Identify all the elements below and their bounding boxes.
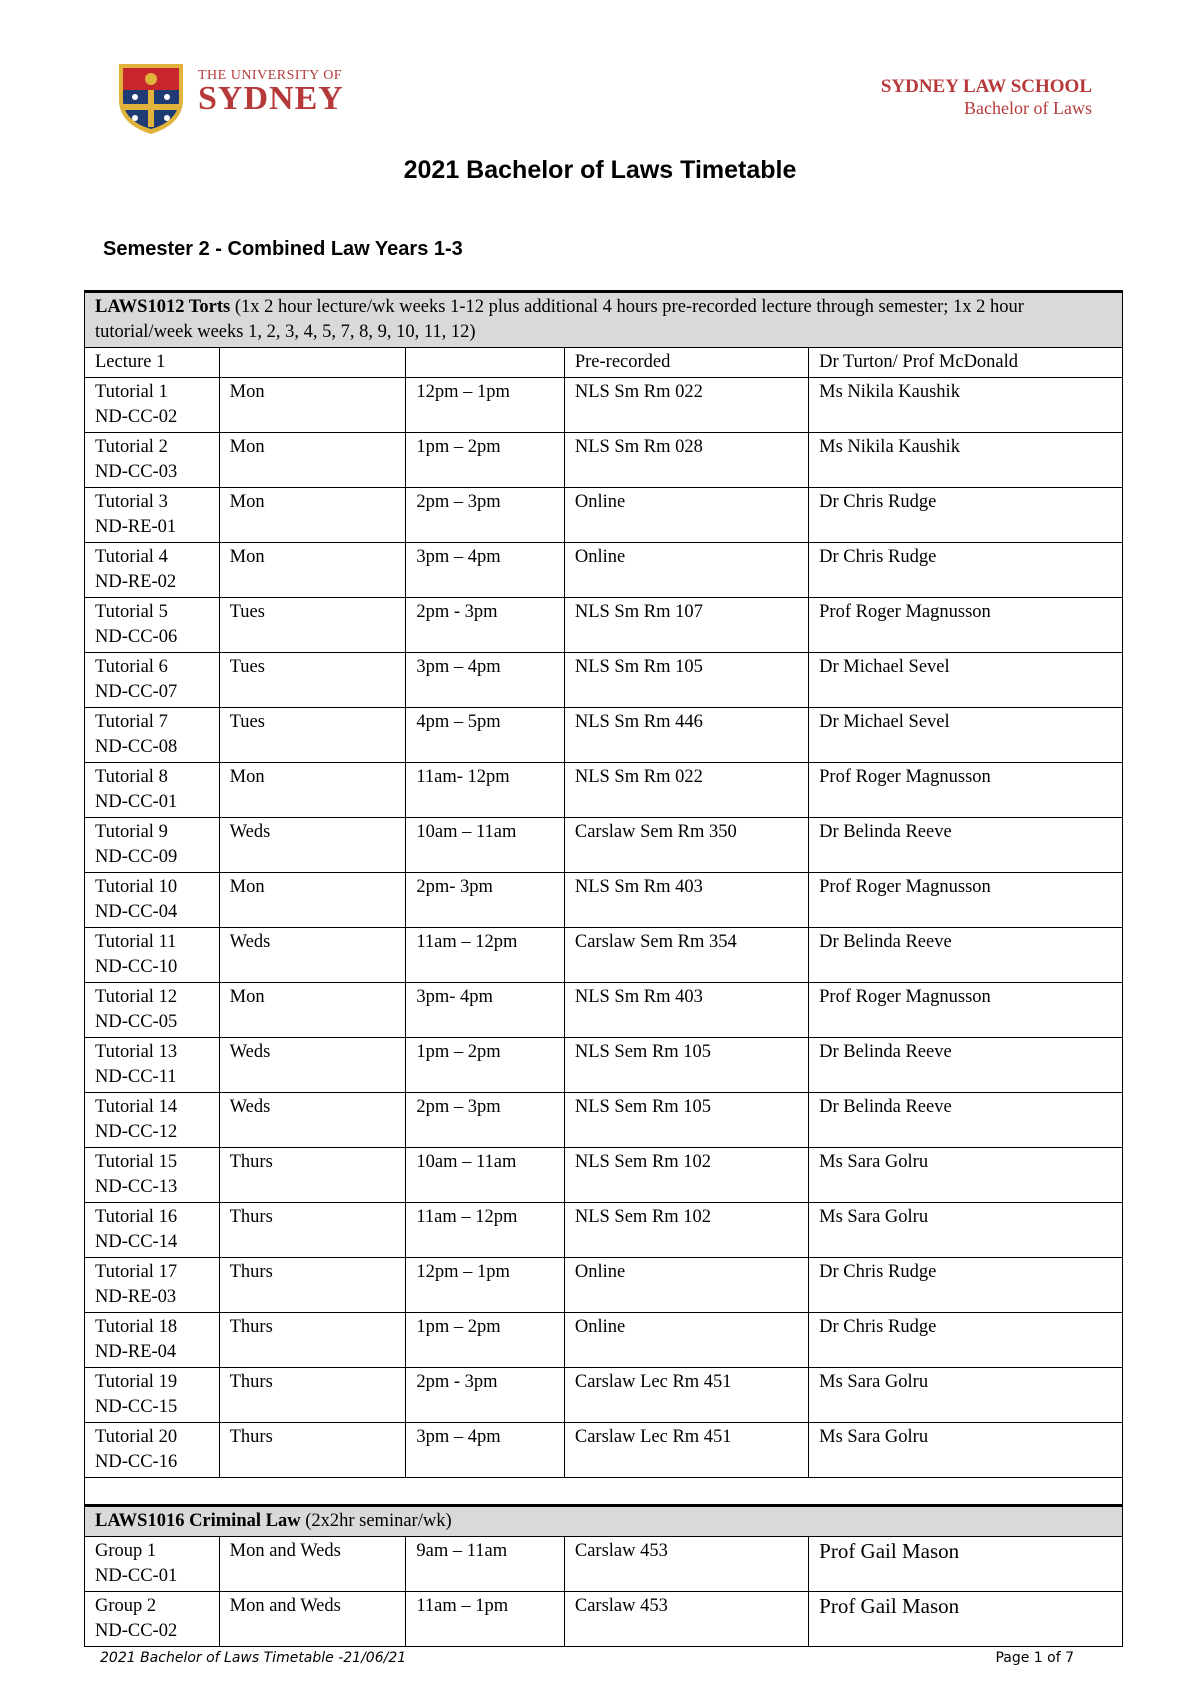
staff-cell: Dr Michael Sevel [809, 708, 1123, 763]
timetable-body [85, 292, 1123, 1647]
room-cell: Carslaw Lec Rm 451 [564, 1423, 808, 1478]
section-title: Semester 2 - Combined Law Years 1-3 [103, 238, 463, 260]
class-code: ND-CC-01 [95, 1566, 178, 1586]
table-row [85, 873, 1123, 928]
class-code: ND-CC-12 [95, 1122, 178, 1142]
course-description: (2x2hr seminar/wk) [300, 1511, 452, 1531]
staff-cell: Dr Chris Rudge [809, 543, 1123, 598]
staff-cell: Dr Belinda Reeve [809, 1093, 1123, 1148]
room-cell: Carslaw 453 [564, 1537, 808, 1592]
class-cell [85, 433, 220, 488]
class-code: ND-CC-05 [95, 1012, 178, 1032]
class-code: ND-RE-04 [95, 1342, 177, 1362]
class-code: ND-RE-02 [95, 572, 177, 592]
crest-icon [115, 62, 187, 134]
school-heading [881, 76, 1092, 119]
class-cell [85, 708, 220, 763]
class-name: Tutorial 16 [95, 1207, 178, 1227]
room-cell: Online [564, 1313, 808, 1368]
lecture-row [85, 348, 1123, 378]
spacer-row [85, 1478, 1123, 1506]
table-row [85, 1203, 1123, 1258]
table-row [85, 818, 1123, 873]
staff-cell: Ms Sara Golru [809, 1368, 1123, 1423]
room-cell: Carslaw Lec Rm 451 [564, 1368, 808, 1423]
class-cell [85, 598, 220, 653]
class-code: ND-CC-07 [95, 682, 178, 702]
time-cell: 2pm – 3pm [406, 488, 565, 543]
room-cell: NLS Sem Rm 102 [564, 1203, 808, 1258]
lecture-staff: Dr Turton/ Prof McDonald [809, 348, 1123, 378]
time-cell: 12pm – 1pm [406, 1258, 565, 1313]
staff-cell: Dr Chris Rudge [809, 1313, 1123, 1368]
class-name: Tutorial 20 [95, 1427, 178, 1447]
university-wordmark [198, 68, 344, 117]
class-cell [85, 763, 220, 818]
staff-cell: Dr Belinda Reeve [809, 1038, 1123, 1093]
table-row [85, 708, 1123, 763]
room-cell: NLS Sm Rm 022 [564, 378, 808, 433]
table-row [85, 1093, 1123, 1148]
day-cell: Weds [219, 1038, 406, 1093]
class-cell [85, 1093, 220, 1148]
staff-cell: Dr Belinda Reeve [809, 928, 1123, 983]
day-cell: Tues [219, 653, 406, 708]
class-name: Tutorial 12 [95, 987, 178, 1007]
day-cell: Mon [219, 378, 406, 433]
class-code: ND-CC-01 [95, 792, 178, 812]
table-row [85, 1537, 1123, 1592]
class-name: Tutorial 11 [95, 932, 177, 952]
staff-cell: Prof Gail Mason [809, 1537, 1123, 1592]
time-cell: 3pm – 4pm [406, 653, 565, 708]
time-cell: 2pm - 3pm [406, 1368, 565, 1423]
class-code: ND-CC-13 [95, 1177, 178, 1197]
day-cell: Thurs [219, 1203, 406, 1258]
course-header-torts [85, 292, 1123, 348]
staff-cell: Dr Chris Rudge [809, 488, 1123, 543]
class-name: Tutorial 3 [95, 492, 168, 512]
staff-cell: Ms Nikila Kaushik [809, 378, 1123, 433]
class-name: Group 2 [95, 1596, 157, 1616]
table-row [85, 1313, 1123, 1368]
time-cell: 4pm – 5pm [406, 708, 565, 763]
class-code: ND-CC-02 [95, 407, 178, 427]
room-cell: Online [564, 1258, 808, 1313]
time-cell: 11am – 12pm [406, 1203, 565, 1258]
room-cell: Carslaw Sem Rm 350 [564, 818, 808, 873]
time-cell: 2pm- 3pm [406, 873, 565, 928]
table-row [85, 1423, 1123, 1478]
day-cell: Mon [219, 433, 406, 488]
lecture-name: Lecture 1 [85, 348, 220, 378]
room-cell: NLS Sm Rm 022 [564, 763, 808, 818]
class-code: ND-CC-10 [95, 957, 178, 977]
class-code: ND-CC-06 [95, 627, 178, 647]
staff-cell: Prof Roger Magnusson [809, 873, 1123, 928]
spacer-cell [85, 1478, 1123, 1506]
class-cell [85, 378, 220, 433]
class-code: ND-CC-02 [95, 1621, 178, 1641]
school-name: SYDNEY LAW SCHOOL [880, 76, 1092, 97]
room-cell: Online [564, 488, 808, 543]
class-cell [85, 983, 220, 1038]
class-name: Tutorial 9 [95, 822, 168, 842]
time-cell: 9am – 11am [406, 1537, 565, 1592]
lecture-time [406, 348, 565, 378]
class-cell [85, 1038, 220, 1093]
time-cell: 10am – 11am [406, 1148, 565, 1203]
day-cell: Mon and Weds [219, 1537, 406, 1592]
staff-cell: Dr Belinda Reeve [809, 818, 1123, 873]
class-code: ND-CC-15 [95, 1397, 178, 1417]
class-name: Tutorial 5 [95, 602, 168, 622]
course-header-criminal [85, 1506, 1123, 1537]
time-cell: 3pm- 4pm [406, 983, 565, 1038]
class-name: Tutorial 10 [95, 877, 178, 897]
class-name: Tutorial 14 [95, 1097, 178, 1117]
class-cell [85, 488, 220, 543]
class-name: Tutorial 7 [95, 712, 168, 732]
class-code: ND-CC-03 [95, 462, 178, 482]
class-code: ND-RE-01 [95, 517, 177, 537]
class-code: ND-CC-09 [95, 847, 178, 867]
class-code: ND-RE-03 [95, 1287, 177, 1307]
room-cell: NLS Sm Rm 107 [564, 598, 808, 653]
class-name: Tutorial 13 [95, 1042, 178, 1062]
day-cell: Mon [219, 543, 406, 598]
table-row [85, 763, 1123, 818]
day-cell: Thurs [219, 1258, 406, 1313]
table-row [85, 1258, 1123, 1313]
room-cell: NLS Sem Rm 105 [564, 1093, 808, 1148]
class-code: ND-CC-14 [95, 1232, 178, 1252]
course-code: LAWS1016 Criminal Law [95, 1511, 301, 1531]
lecture-room: Pre-recorded [564, 348, 808, 378]
class-cell [85, 1148, 220, 1203]
staff-cell: Ms Nikila Kaushik [809, 433, 1123, 488]
time-cell: 11am – 12pm [406, 928, 565, 983]
page-title: 2021 Bachelor of Laws Timetable [403, 156, 797, 184]
class-cell [85, 1423, 220, 1478]
class-cell [85, 653, 220, 708]
class-name: Tutorial 17 [95, 1262, 178, 1282]
time-cell: 1pm – 2pm [406, 1038, 565, 1093]
table-row [85, 433, 1123, 488]
table-row [85, 1148, 1123, 1203]
table-row [85, 543, 1123, 598]
time-cell: 12pm – 1pm [406, 378, 565, 433]
class-cell [85, 1537, 220, 1592]
room-cell: NLS Sm Rm 403 [564, 873, 808, 928]
class-name: Tutorial 1 [95, 382, 168, 402]
staff-cell: Prof Gail Mason [809, 1592, 1123, 1647]
day-cell: Mon [219, 983, 406, 1038]
staff-cell: Prof Roger Magnusson [809, 983, 1123, 1038]
day-cell: Thurs [219, 1313, 406, 1368]
room-cell: NLS Sm Rm 446 [564, 708, 808, 763]
class-name: Tutorial 2 [95, 437, 168, 457]
class-cell [85, 1313, 220, 1368]
class-name: Tutorial 18 [95, 1317, 178, 1337]
room-cell: NLS Sem Rm 102 [564, 1148, 808, 1203]
time-cell: 1pm – 2pm [406, 1313, 565, 1368]
room-cell: Carslaw 453 [564, 1592, 808, 1647]
day-cell: Mon and Weds [219, 1592, 406, 1647]
time-cell: 2pm – 3pm [406, 1093, 565, 1148]
staff-cell: Dr Michael Sevel [809, 653, 1123, 708]
class-cell [85, 928, 220, 983]
class-cell [85, 1592, 220, 1647]
staff-cell: Prof Roger Magnusson [809, 763, 1123, 818]
day-cell: Tues [219, 708, 406, 763]
table-row [85, 488, 1123, 543]
day-cell: Mon [219, 763, 406, 818]
timetable [84, 290, 1123, 1647]
class-cell [85, 1203, 220, 1258]
class-cell [85, 873, 220, 928]
class-name: Group 1 [95, 1541, 157, 1561]
university-small: THE UNIVERSITY OF [198, 68, 343, 83]
time-cell: 11am – 1pm [406, 1592, 565, 1647]
room-cell: NLS Sm Rm 403 [564, 983, 808, 1038]
room-cell: NLS Sm Rm 105 [564, 653, 808, 708]
time-cell: 3pm – 4pm [406, 543, 565, 598]
day-cell: Thurs [219, 1148, 406, 1203]
class-name: Tutorial 8 [95, 767, 168, 787]
class-code: ND-CC-11 [95, 1067, 177, 1087]
day-cell: Weds [219, 1093, 406, 1148]
class-code: ND-CC-04 [95, 902, 178, 922]
room-cell: Carslaw Sem Rm 354 [564, 928, 808, 983]
table-row [85, 983, 1123, 1038]
day-cell: Thurs [219, 1423, 406, 1478]
class-cell [85, 818, 220, 873]
day-cell: Weds [219, 818, 406, 873]
school-subtitle: Bachelor of Laws [964, 98, 1092, 118]
class-cell [85, 1258, 220, 1313]
class-code: ND-CC-16 [95, 1452, 178, 1472]
class-name: Tutorial 6 [95, 657, 168, 677]
course-code: LAWS1012 Torts [95, 297, 231, 317]
class-code: ND-CC-08 [95, 737, 178, 757]
time-cell: 3pm – 4pm [406, 1423, 565, 1478]
table-row [85, 928, 1123, 983]
class-name: Tutorial 19 [95, 1372, 178, 1392]
lecture-day [219, 348, 406, 378]
time-cell: 1pm – 2pm [406, 433, 565, 488]
staff-cell: Ms Sara Golru [809, 1203, 1123, 1258]
time-cell: 2pm - 3pm [406, 598, 565, 653]
day-cell: Tues [219, 598, 406, 653]
staff-cell: Ms Sara Golru [809, 1423, 1123, 1478]
table-row [85, 653, 1123, 708]
day-cell: Mon [219, 488, 406, 543]
footer-page-number: Page 1 of 7 [995, 1650, 1074, 1666]
day-cell: Thurs [219, 1368, 406, 1423]
table-row [85, 378, 1123, 433]
staff-cell: Dr Chris Rudge [809, 1258, 1123, 1313]
time-cell: 11am- 12pm [406, 763, 565, 818]
room-cell: Online [564, 543, 808, 598]
time-cell: 10am – 11am [406, 818, 565, 873]
class-cell [85, 1368, 220, 1423]
table-row [85, 1368, 1123, 1423]
course-description: (1x 2 hour lecture/wk weeks 1-12 plus additional 4 hours pre-recorded lecture through semester; 1x 2 hour tutorial/week weeks 1, 2, 3, 4, 5, 7, 8, 9, 10, 11, 12) [95, 297, 1024, 342]
day-cell: Mon [219, 873, 406, 928]
staff-cell: Ms Sara Golru [809, 1148, 1123, 1203]
class-cell [85, 543, 220, 598]
university-big: SYDNEY [198, 80, 344, 117]
table-row [85, 598, 1123, 653]
room-cell: NLS Sem Rm 105 [564, 1038, 808, 1093]
class-name: Tutorial 4 [95, 547, 168, 567]
staff-cell: Prof Roger Magnusson [809, 598, 1123, 653]
room-cell: NLS Sm Rm 028 [564, 433, 808, 488]
table-row [85, 1592, 1123, 1647]
day-cell: Weds [219, 928, 406, 983]
footer-document-info: 2021 Bachelor of Laws Timetable -21/06/21 [100, 1650, 407, 1666]
class-name: Tutorial 15 [95, 1152, 178, 1172]
table-row [85, 1038, 1123, 1093]
